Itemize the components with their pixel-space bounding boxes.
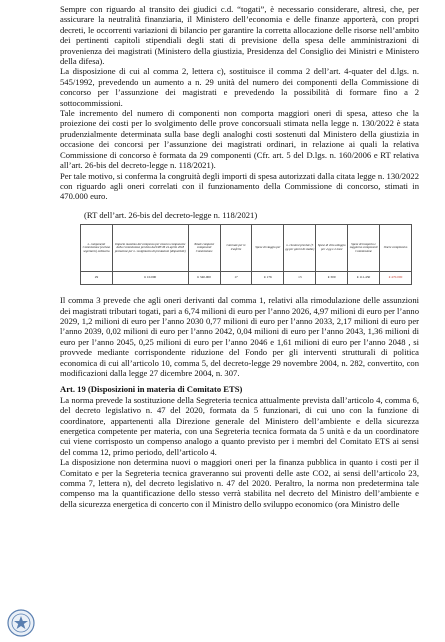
table-header-cell: Spese di trasporto e soggiorno componenti Commissione — [348, 225, 380, 272]
document-page — [60, 4, 419, 509]
paragraph-segreteria-tecnica: La norma prevede la sostituzione della Segreteria tecnica attualmente prevista dall’articolo 4, comma 6, del decreto legislativo n. 47 del 2020, formata da 5 funzionari, di cui uno con la funzione di coordinatore, appartenenti alla Direzione generale del Ministero dell’ambiente e della sicurezza energetica competente per materia, con una Segreteria tecnica formata da 5 unità e da un coordinatore cui viene corrisposto un compenso analogo a quanto previsto per i membri del Comitato ETS ai sensi del comma 12, primo periodo, dell’articolo 4. — [60, 394, 419, 457]
paragraph-congruita-importi: Per tale motivo, si conferma la congruità degli importi di spesa autorizzati dalla citata legge n. 130/2022 con riguardo agli oneri correlati con il funzionamento della Commissione di concorso, stimati in 470.000 euro. — [60, 170, 419, 202]
republic-emblem-icon — [6, 608, 36, 638]
table-cell: € 176 — [252, 272, 284, 285]
table-header-cell: n. componenti Commissione (escluso segretario) ordinaria — [81, 225, 113, 272]
table-cell: 29 — [81, 272, 113, 285]
table-header-cell: Importo massimo del compenso per ciascun componente della Commissione previsto dal DPCM 24 aprile 2018 proiezione per n. svolgimento di prestazioni (disponibile) — [112, 225, 188, 272]
table-header-cell: Totale compensi componenti Commissione — [188, 225, 220, 272]
table-caption: (RT dell’art. 26-bis del decreto-legge n. 118/2021) — [84, 209, 258, 220]
paragraph-comma-2-lettera-c: La disposizione di cui al comma 2, lettera c), sostituisce il comma 2 dell’art. 4-quater del d.lgs. n. 545/1992, prevedendo un aumento a n. 29 unità del numero dei componenti della Commissione di concorso per l’assunzione dei magistrati e prevedendo la possibilità di formare fino a 2 sottocommissioni. — [60, 66, 419, 108]
table-header-cell: Onere complessivo — [380, 225, 412, 272]
table-header-row — [81, 225, 412, 272]
paragraph-neutralita-finanziaria: La disposizione non determina nuovi o maggiori oneri per la finanza pubblica in quanto i costi per il Comitato e per la Segreteria tecnica graveranno sui proventi delle aste CO2, ai sensi dell’articolo 23, comma 7, lettera n), del decreto legislativo n. 47 del 2020. Peraltro, la norma non predetermina tale compenso ma la quantificazione dello stesso verrà stabilita nel decreto del Ministro dell’ambiente e della sicurezza energetica di concerto con il Ministro dello sviluppo economico (ora Ministro delle — [60, 457, 419, 509]
paragraph-transito-giudici: Sempre con riguardo al transito dei giudici c.d. “togati”, è necessario considerare, altresì, che, per assicurare la neutralità finanziaria, il Ministero dell’economia e delle finanze apporterà, con propri decreti, le occorrenti variazioni di bilancio per garantire la corretta allocazione delle risorse nell’ambito dei pertinenti capitoli stipendiali degli stati di previsione della spesa delle amministrazioni di provenienza dei magistrati (Ministero della giustizia, Presidenza del Consiglio dei Ministri e Ministero della difesa). — [60, 4, 419, 67]
table-cell: € 300 — [316, 272, 348, 285]
table-cell: € 111.450 — [348, 272, 380, 285]
section-heading-art-19: Art. 19 (Disposizioni in materia di Comitato ETS) — [60, 384, 243, 395]
table-row — [81, 272, 412, 285]
paragraph-comma-3-oneri: Il comma 3 prevede che agli oneri derivanti dal comma 1, relativi alla rimodulazione delle assunzioni dei magistrati tributari togati, pari a 6,74 milioni di euro per l’anno 2026, 4,97 milioni di euro per l’anno 2029, 1,2 milioni di euro per l’anno 2030 0,77 milioni di euro per l’anno 2033, 2,17 milioni di euro per l’anno 2039, 0,02 milioni di euro per l’anno 2042, 0,04 milioni di euro per l’anno 2043, 1,36 milioni di euro per l’anno 2045, 0,25 milioni di euro per l’anno 2046 e 1,61 milioni di euro per l’anno 2048 , si provvede mediante corrispondente riduzione del Fondo per gli interventi strutturali di politica economica di cui all’articolo 10, comma 5, del decreto-legge 29 novembre 2004, n. 282, convertito, con modificazioni dalla legge 27 dicembre 2004, n. 307. — [60, 295, 419, 378]
table-header-cell: Giornate per le trasferte — [220, 225, 252, 272]
paragraph-incremento-componenti: Tale incremento del numero di componenti non comporta maggiori oneri di spesa, atteso che la proiezione dei costi per lo svolgimento delle prove concorsuali stimata nella legge n. 130/2022 è stata prudenzialmente determinata sulla base degli analoghi costi sostenuti dal Ministero della giustizia in occasione dei concorsi per l’assunzione dei magistrati ordinari, in relazione ai quali la relativa Commissione di concorso è formata da 29 componenti (Cfr. art. 5 del D.lgs. n. 160/2006 e RT relativa all’art. 26-bis del decreto-legge n. 118/2021). — [60, 108, 419, 171]
table-cell: € 10.000 — [112, 272, 188, 285]
table-header-cell: n. riunioni previste (5 gg per giorni di studio) — [284, 225, 316, 272]
table-cell-total: € 470.000 — [380, 272, 412, 285]
table-header-cell: Spese di viaggio per — [252, 225, 284, 272]
table-cell: 13 — [284, 272, 316, 285]
cost-table — [80, 224, 412, 285]
table-header-cell: Spese di vitto alloggio per 4 gg x 2 mesi — [316, 225, 348, 272]
table-cell: € 340.000 — [188, 272, 220, 285]
table-cell: 17 — [220, 272, 252, 285]
